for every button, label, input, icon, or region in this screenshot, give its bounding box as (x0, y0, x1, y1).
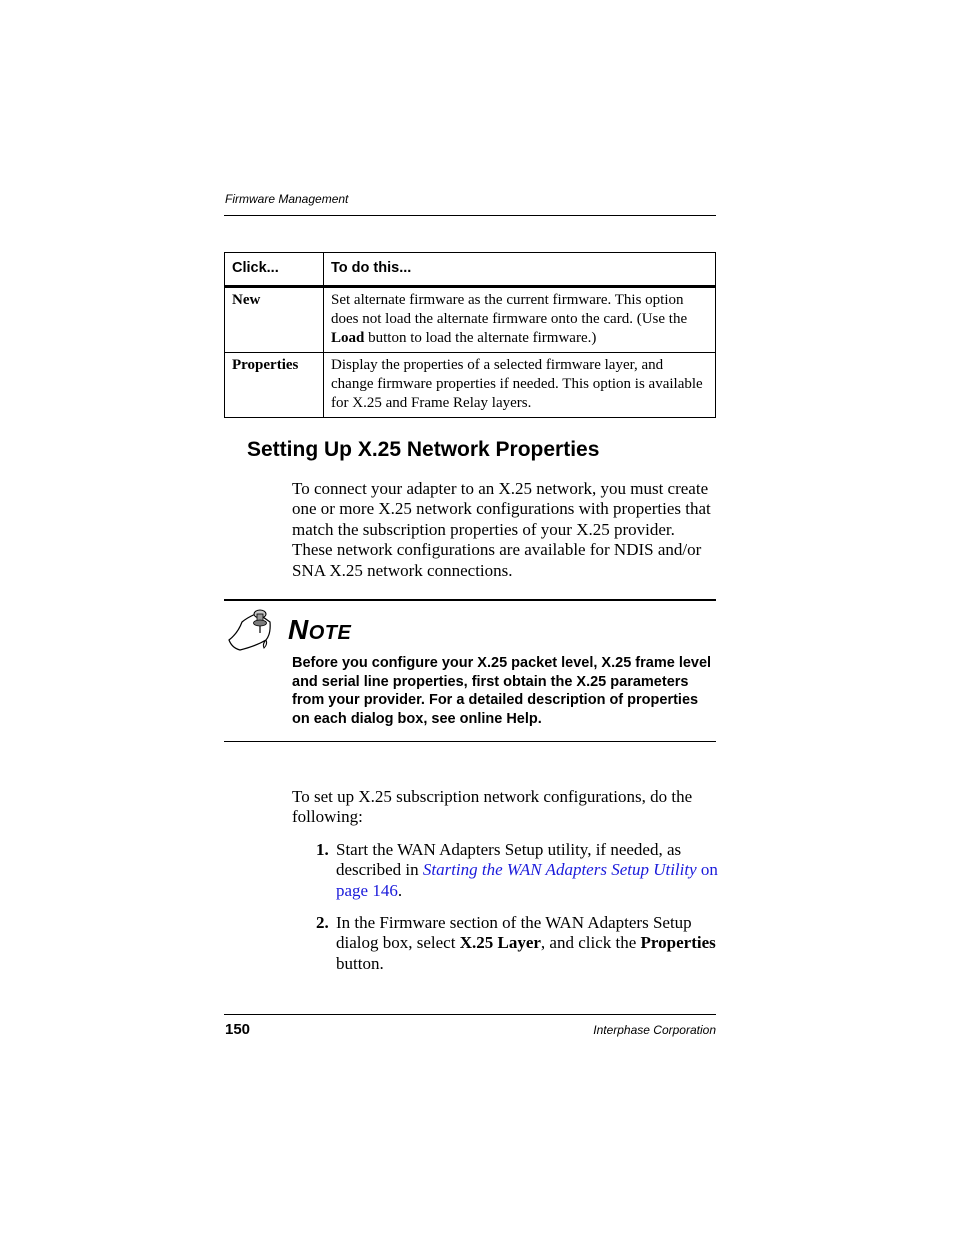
note-top-rule (224, 599, 716, 601)
description-text: Set alternate firmware as the current firmware. This option does not load the alternate firmware onto the card. (Use the (331, 292, 688, 327)
page-number: 150 (225, 1021, 251, 1038)
procedure-intro: To set up X.25 subscription network configurations, do the following: (292, 787, 693, 827)
step-number: 1. (316, 840, 329, 859)
table-header-row (225, 253, 716, 287)
table-row (225, 353, 716, 418)
step-text (336, 840, 718, 901)
note-title-initial: N (288, 614, 309, 645)
header-rule (224, 215, 716, 216)
table-cell-button-name: Properties (225, 353, 324, 418)
column-header-click: Click... (225, 253, 324, 287)
company-name: Interphase Corporation (593, 1023, 716, 1037)
step-text-part: , and click the (540, 933, 641, 953)
note-title (288, 614, 351, 646)
step-text-part: Start the WAN Adapters Setup utility, if needed, as described in (336, 840, 682, 880)
link-on: on (696, 860, 718, 880)
link-title: Starting the WAN Adapters Setup Utility (422, 860, 697, 880)
step-text-part: In the Firmware section of the WAN Adapters Setup dialog box, select (336, 913, 692, 953)
column-header-action: To do this... (324, 253, 716, 287)
section-heading: Setting Up X.25 Network Properties (247, 438, 600, 461)
link-page: page 146 (336, 880, 398, 900)
table-cell-button-name: New (225, 287, 324, 353)
table-cell-description: Display the properties of a selected firmware layer, and change firmware properties if needed. This option is available for X.25 and Frame Relay layers. (324, 353, 716, 418)
note-text: Before you configure your X.25 packet level, X.25 frame level and serial line properties, first obtain the X.25 parameters from your provider. For a detailed description of properties on each dialog box, see online Help. (292, 655, 712, 728)
note-title-rest: OTE (308, 622, 352, 644)
step-text-part: . (397, 880, 403, 900)
firmware-buttons-table (224, 252, 716, 418)
note-paper-pushpin-icon (226, 606, 276, 652)
description-bold-term: Load (331, 330, 365, 346)
note-bottom-rule (224, 741, 716, 742)
table-row (225, 287, 716, 353)
description-text: button to load the alternate firmware.) (364, 330, 597, 346)
step-text (336, 913, 718, 974)
running-header: Firmware Management (225, 192, 349, 206)
footer-rule (224, 1014, 716, 1015)
table-cell-description (324, 287, 716, 353)
step-bold-term: Properties (640, 933, 716, 953)
step-number: 2. (316, 913, 329, 932)
intro-paragraph: To connect your adapter to an X.25 network, you must create one or more X.25 network configurations with properties that match the subscription properties of your X.25 provider. These network configurations are available for NDIS and/or SNA X.25 network connections. (292, 479, 711, 580)
step-bold-term: X.25 Layer (459, 933, 541, 953)
step-text-part: button. (336, 953, 384, 973)
